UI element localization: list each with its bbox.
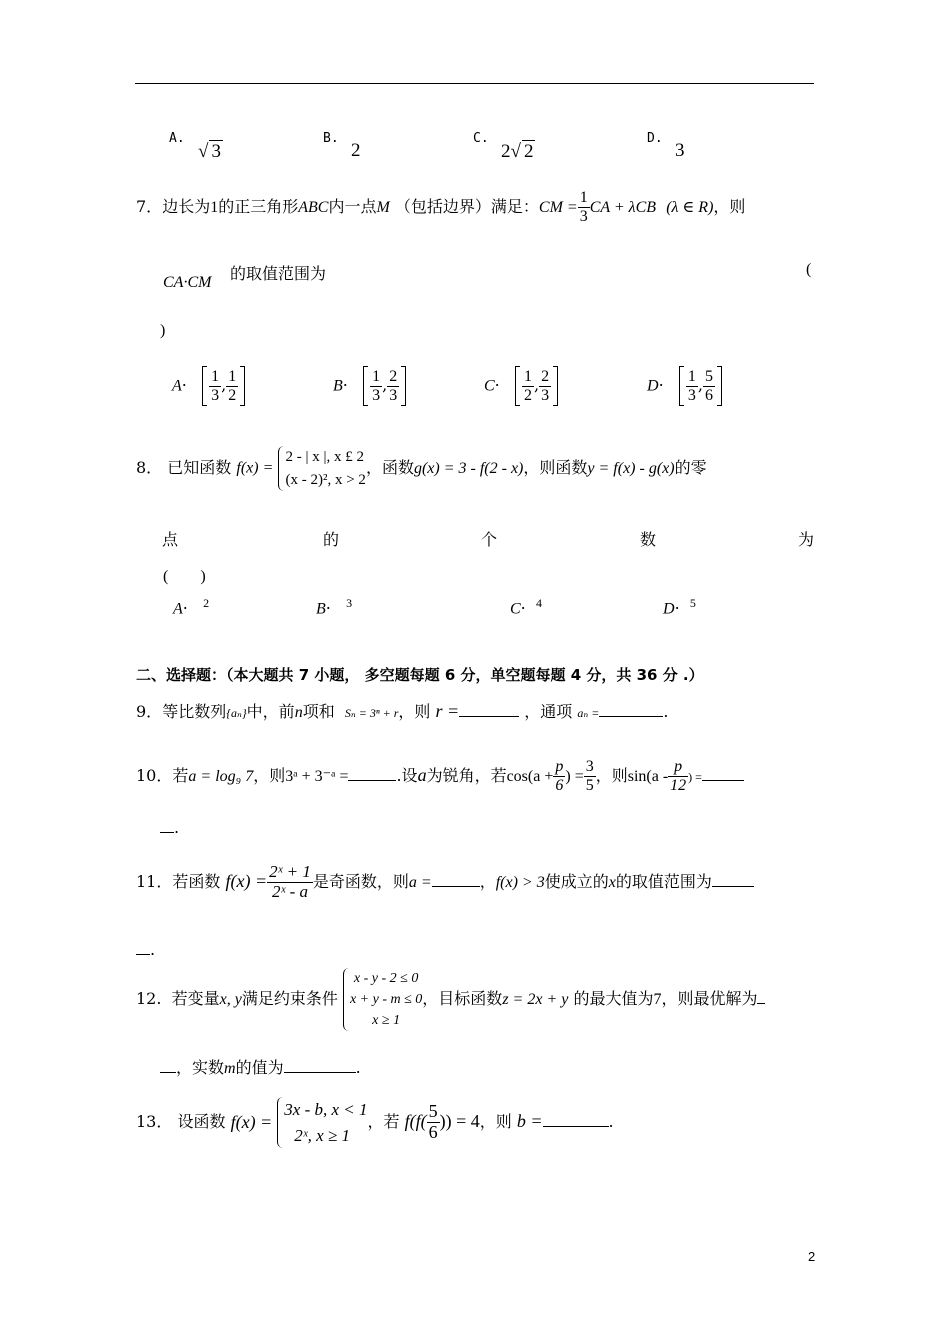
denominator: 3 <box>541 386 550 404</box>
text: 内一点 <box>328 197 377 216</box>
option-label: A <box>172 377 182 395</box>
denominator: 5 <box>585 777 594 794</box>
denominator: 6 <box>705 386 713 404</box>
denominator: 3 <box>579 208 588 225</box>
numerator: 1 <box>687 368 696 385</box>
text: ，则 <box>253 766 286 785</box>
answer-blank[interactable] <box>757 1003 765 1004</box>
text: ，则 <box>713 197 746 216</box>
question-number: 10． <box>136 766 173 785</box>
denominator: 2ˣ - a <box>272 882 308 901</box>
page-number: 2 <box>808 1249 816 1264</box>
math: y = f(x) - g(x) <box>587 460 675 477</box>
math: sin(a - <box>627 768 669 785</box>
q8-option-a: A· $^2$ <box>173 596 210 618</box>
math: m <box>224 1060 236 1077</box>
numerator: 2 <box>389 368 398 385</box>
fraction <box>668 758 688 794</box>
numerator: 1 <box>211 368 220 385</box>
option-value: 3 <box>346 596 353 610</box>
text: ，则 <box>595 766 628 785</box>
q7-option-c: C· $\frac{1}{2}$ , $\frac{2}{3}$ <box>484 366 558 406</box>
text: . <box>174 818 180 837</box>
numerator: 1 <box>228 368 237 385</box>
answer-blank[interactable] <box>712 886 754 887</box>
q10 <box>136 752 744 800</box>
interval: $\frac{1}{3}$ , $\frac{2}{3}$ <box>363 366 406 406</box>
q6-option-d-label: D. <box>647 131 663 146</box>
math: n <box>294 704 303 721</box>
math: Sₙ = 3ⁿ + r <box>344 706 399 720</box>
math: ABC <box>298 199 329 216</box>
answer-blank[interactable] <box>160 832 174 833</box>
q12-cont <box>160 1055 361 1078</box>
q11-cont <box>136 940 155 959</box>
math: CM = <box>538 199 578 216</box>
q7-stem <box>136 188 745 227</box>
q10-cont <box>160 818 179 837</box>
math: (λ ∈ R) <box>666 199 714 216</box>
math: 1 <box>210 199 219 216</box>
math: f(x) = <box>230 1112 273 1132</box>
text: ，函数 <box>365 458 414 477</box>
option-label: B <box>333 377 343 395</box>
text: （包括边界）满足： <box>394 197 539 216</box>
q13 <box>136 1097 614 1148</box>
math: )) = 4 <box>439 1111 480 1131</box>
char: 个 <box>481 530 498 549</box>
char: 数 <box>640 530 657 549</box>
text: . <box>608 1112 614 1131</box>
numerator: 2ˣ + 1 <box>269 862 311 882</box>
denominator: 6 <box>428 1122 438 1142</box>
text: ，则 <box>398 702 431 721</box>
numerator: 1 <box>524 368 533 385</box>
math: aₙ = <box>577 706 600 720</box>
math: f(x) > 3 <box>495 874 545 891</box>
text: 使成立的 <box>544 872 609 891</box>
math: cos(a + <box>506 768 554 785</box>
text: 是奇函数，则 <box>312 872 409 891</box>
q12 <box>136 968 765 1031</box>
piecewise <box>278 446 365 491</box>
question-number: 8． <box>136 458 163 477</box>
answer-blank[interactable] <box>432 886 480 887</box>
math: b = <box>516 1111 543 1131</box>
text: ，则函数 <box>523 458 588 477</box>
denominator: 12 <box>670 777 687 794</box>
q8-option-b: B· $^3$ <box>316 596 353 618</box>
numerator: 5 <box>705 368 713 385</box>
math: a <box>417 765 427 785</box>
text: 等比数列 <box>162 702 227 721</box>
text: 中，前 <box>246 702 295 721</box>
math: CA + λCB <box>589 199 657 216</box>
math: a = log₉ 7 <box>188 768 254 785</box>
case-2: 2ˣ, x ≥ 1 <box>294 1125 350 1145</box>
interval: $\frac{1}{3}$ , $\frac{1}{2}$ <box>202 366 245 406</box>
q11 <box>136 856 754 908</box>
numerator: p <box>555 758 564 776</box>
answer-blank[interactable] <box>543 1126 609 1127</box>
q7-option-a: A· $\frac{1}{3}$ , $\frac{1}{2}$ <box>172 366 245 406</box>
case-1: 3x - b, x < 1 <box>284 1100 368 1119</box>
math: z = 2x + y <box>502 991 569 1008</box>
q6-option-c-label: C. <box>473 131 489 146</box>
option-label: D <box>663 600 675 618</box>
text: 满足约束条件 <box>241 989 338 1008</box>
math: f(f( <box>404 1111 427 1131</box>
answer-blank[interactable] <box>160 1072 176 1073</box>
math: M <box>376 199 390 216</box>
fraction <box>553 758 565 794</box>
math: 3ᵃ + 3⁻ᵃ = <box>285 768 349 785</box>
text: 已知函数 <box>167 458 232 477</box>
fraction <box>427 1102 440 1143</box>
fraction <box>578 189 590 225</box>
question-number: 11． <box>136 872 173 891</box>
q6-option-a-value: √ 3 <box>198 141 221 162</box>
q8-option-d: D· $^5$ <box>663 596 696 618</box>
char: 点 <box>162 530 179 549</box>
q8-stem <box>136 446 707 491</box>
text: 的最大值为 <box>573 989 654 1008</box>
interval: $\frac{1}{2}$ , $\frac{2}{3}$ <box>515 366 558 406</box>
q7-paren-open: ( <box>806 261 812 278</box>
question-number: 13． <box>136 1112 173 1131</box>
q6-option-a-label: A. <box>169 131 185 146</box>
question-number: 9． <box>136 702 163 721</box>
interval: $\frac{1}{3}$ , $\frac{5}{6}$ <box>679 366 722 406</box>
answer-blank[interactable] <box>136 954 150 955</box>
text: 的正三角形 <box>218 197 299 216</box>
denominator: 3 <box>389 386 398 404</box>
text: ，若 <box>367 1112 400 1131</box>
case-1: 2 - | x |, x £ 2 <box>285 449 364 465</box>
denominator: 2 <box>228 386 237 404</box>
math: x, y <box>219 991 242 1008</box>
question-number: 12. <box>136 989 162 1008</box>
option-value: 2 <box>203 596 210 610</box>
q7-option-d: D· $\frac{1}{3}$ , $\frac{5}{6}$ <box>647 366 722 406</box>
math: 7 <box>653 991 662 1008</box>
fraction <box>584 758 596 794</box>
text: 为锐角，若 <box>426 766 507 785</box>
option-label: A <box>173 600 183 618</box>
q7-option-b: B· $\frac{1}{3}$ , $\frac{2}{3}$ <box>333 366 406 406</box>
math: r = <box>435 701 460 721</box>
text: .设 <box>396 766 418 785</box>
text: . <box>355 1058 361 1077</box>
answer-blank[interactable] <box>348 780 396 781</box>
q8-option-c: C· $^4$ <box>510 596 542 618</box>
text: 若 <box>172 766 189 785</box>
answer-blank[interactable] <box>459 716 519 717</box>
case-2: (x - 2)², x > 2 <box>285 471 366 488</box>
option-label: C <box>510 600 521 618</box>
q7-range-text: 的取值范围为 <box>230 264 327 283</box>
numerator: p <box>668 758 688 777</box>
numerator: 3 <box>585 758 594 776</box>
q7-expr: CA·CM <box>163 274 212 291</box>
text: ，目标函数 <box>422 989 503 1008</box>
math: a = <box>408 874 432 891</box>
math: ) = <box>688 770 702 784</box>
math: f(x) = <box>236 459 274 477</box>
constraint: x ≥ 1 <box>372 1013 401 1028</box>
question-number: 7． <box>136 197 163 216</box>
option-value: 4 <box>535 596 542 610</box>
text: 若变量 <box>171 989 220 1008</box>
q8-paren: ( ) <box>163 568 206 585</box>
numerator: 1 <box>579 189 588 207</box>
text: . <box>150 940 156 959</box>
text: ，则最优解为 <box>661 989 758 1008</box>
text: ，通项 <box>524 702 573 721</box>
text: 的值为 <box>235 1058 284 1077</box>
option-label: C <box>484 377 495 395</box>
numerator: 1 <box>372 368 381 385</box>
text: ，则 <box>479 1112 512 1131</box>
text: 的零 <box>674 458 707 477</box>
q6-option-d-value: 3 <box>675 140 685 161</box>
text: 项和 <box>302 702 335 721</box>
math: {aₙ} <box>226 706 247 720</box>
q9 <box>136 699 668 722</box>
text: ，实数 <box>176 1058 225 1077</box>
denominator: 6 <box>555 777 564 794</box>
option-value: 5 <box>689 596 696 610</box>
numerator: 5 <box>428 1101 438 1122</box>
piecewise <box>277 1097 367 1148</box>
constraints <box>343 968 422 1031</box>
math: x <box>608 874 616 891</box>
constraint: x - y - 2 ≤ 0 <box>353 971 419 986</box>
q6-option-c-value: 2√ 2 <box>501 141 534 162</box>
text: ， <box>479 872 496 891</box>
text: 边长为 <box>162 197 211 216</box>
answer-blank[interactable] <box>702 780 744 781</box>
answer-blank[interactable] <box>284 1072 356 1073</box>
numerator: 2 <box>541 368 550 385</box>
char: 为 <box>798 530 815 549</box>
option-label: D <box>647 377 659 395</box>
math: g(x) = 3 - f(2 - x) <box>413 460 524 477</box>
header-rule <box>135 83 814 84</box>
q6-option-b-value: 2 <box>351 140 361 161</box>
constraint: x + y - m ≤ 0 <box>349 992 423 1007</box>
denominator: 3 <box>372 386 381 404</box>
text: 的取值范围为 <box>615 872 712 891</box>
q6-option-b-label: B. <box>323 131 339 146</box>
text: 设函数 <box>177 1112 226 1131</box>
q7-paren-close: ) <box>160 322 166 339</box>
text: 若函数 <box>172 872 221 891</box>
math: ) = <box>565 768 584 785</box>
denominator: 3 <box>211 386 220 404</box>
fraction <box>267 863 313 901</box>
text: . <box>663 702 669 721</box>
answer-blank[interactable] <box>599 716 663 717</box>
denominator: 3 <box>687 386 696 404</box>
denominator: 2 <box>524 386 533 404</box>
math: f(x) = <box>225 871 268 891</box>
char: 的 <box>323 530 340 549</box>
option-label: B <box>316 600 326 618</box>
section-title: 二、选择题：（本大题共 7 小题， 多空题每题 6 分，单空题每题 4 分，共 36 分 .） <box>136 666 704 684</box>
